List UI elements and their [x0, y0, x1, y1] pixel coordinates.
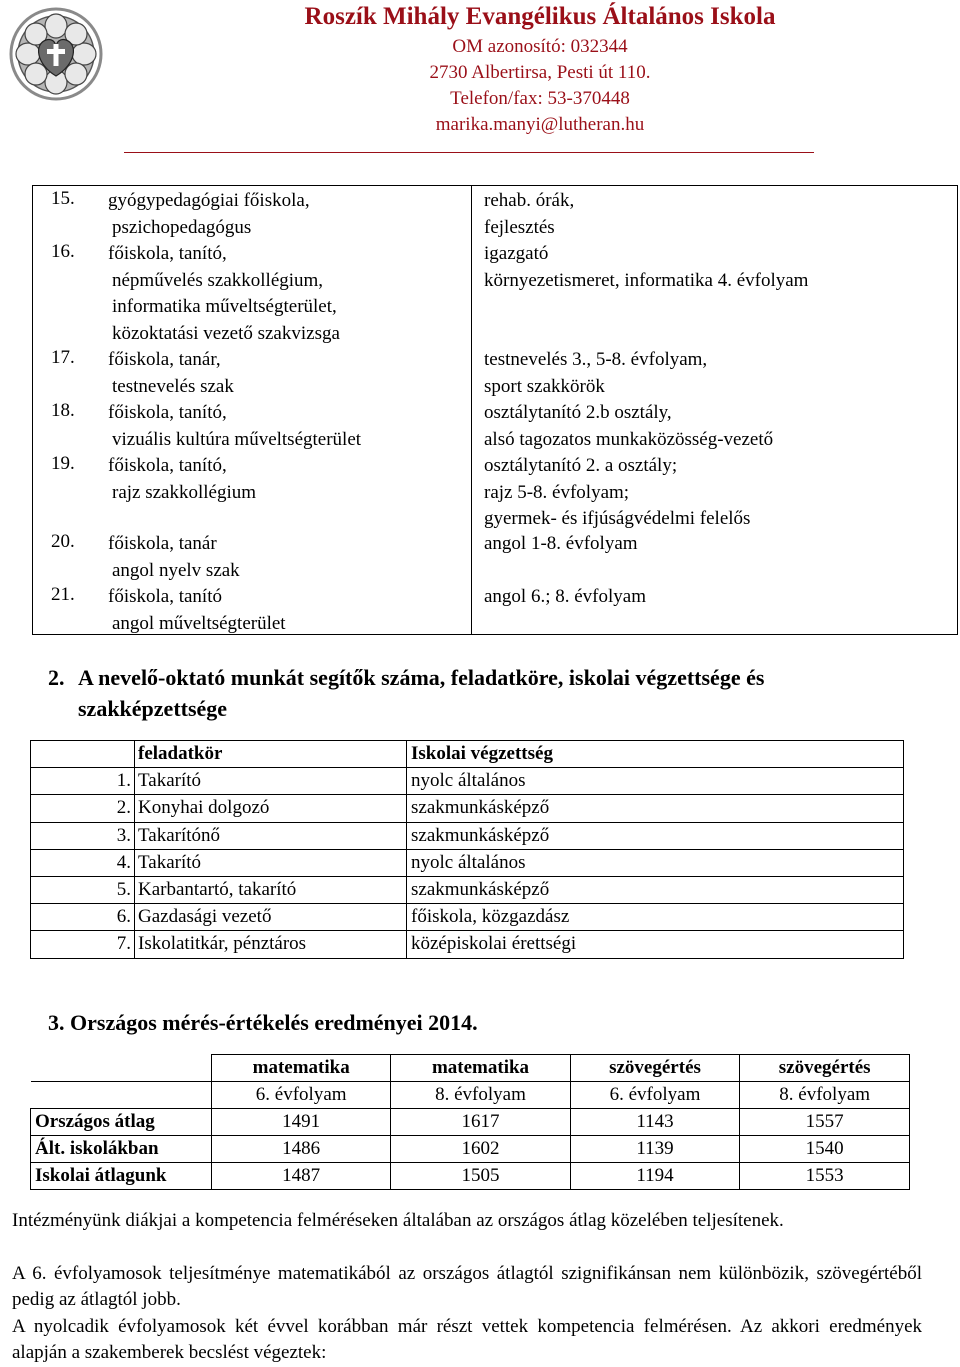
qualification-line: testnevelés szak: [112, 375, 234, 397]
table-header-row: [31, 741, 904, 768]
qualification-line: gyógypedagógiai főiskola,: [108, 190, 310, 211]
paragraph: Intézményünk diákjai a kompetencia felméréseken általában az országos átlag közelében teljesítenek.: [12, 1210, 784, 1231]
job-title: Karbantartó, takarító: [135, 876, 407, 903]
grade-header: 6. évfolyam: [212, 1082, 391, 1109]
role-line: gyermek- és ifjúságvédelmi felelős: [484, 508, 751, 529]
staff-number: 17.: [51, 347, 75, 368]
section-number: 2.: [48, 665, 65, 690]
qualification-line: népművelés szakkollégium,: [112, 269, 324, 291]
staff-qualification: [108, 188, 468, 241]
subject-header: szövegértés: [570, 1055, 740, 1082]
row-number: 4.: [31, 849, 135, 876]
helpers-table: [30, 740, 904, 959]
qualification-line: közoktatási vezető szakvizsga: [112, 322, 340, 344]
empty-corner: [31, 1082, 212, 1109]
luther-rose-seal-icon: [8, 6, 104, 102]
staff-role: [484, 531, 954, 558]
score-cell: 1486: [212, 1136, 391, 1163]
staff-number: 19.: [51, 453, 75, 474]
role-line: környezetismeret, informatika 4. évfolyam: [484, 269, 809, 291]
grade-header: 6. évfolyam: [570, 1082, 740, 1109]
role-line: osztálytanító 2. a osztály;: [484, 455, 678, 476]
row-label: Iskolai átlagunk: [31, 1163, 212, 1190]
role-line: alsó tagozatos munkaközösség-vezető: [484, 428, 774, 450]
table-row: [31, 768, 904, 795]
score-cell: 1491: [212, 1109, 391, 1136]
qualification-line: vizuális kultúra műveltségterület: [112, 428, 362, 450]
table-row: [31, 904, 904, 931]
score-cell: 1553: [740, 1163, 910, 1190]
education: szakmunkásképző: [407, 795, 904, 822]
section-3-heading: 3. Országos mérés-értékelés eredményei 2014.: [48, 1010, 478, 1035]
school-phone: Telefon/fax: 53-370448: [450, 88, 630, 109]
score-cell: 1602: [391, 1136, 570, 1163]
row-label: Országos átlag: [31, 1109, 212, 1136]
school-email: marika.manyi@lutheran.hu: [435, 114, 645, 135]
table-row: [31, 795, 904, 822]
paragraph: A 6. évfolyamosok teljesítménye matematikából az országos átlagtól szignifikánsan nem különbözik, szövegértéből pedig az átlagtól jobb.: [12, 1263, 922, 1311]
job-title: Takarító: [135, 849, 407, 876]
header-cell: [31, 741, 135, 768]
table-row: [31, 1109, 910, 1136]
score-cell: 1194: [570, 1163, 740, 1190]
job-title: Takarító: [135, 768, 407, 795]
row-number: 2.: [31, 795, 135, 822]
role-line: igazgató: [484, 243, 549, 264]
role-line: fejlesztés: [484, 216, 555, 238]
section-title: A nevelő-oktató munkát segítők száma, feladatköre, iskolai végzettsége és szakképzettsége: [78, 665, 765, 721]
staff-qualification: [108, 347, 468, 400]
score-cell: 1505: [391, 1163, 570, 1190]
staff-role: [484, 241, 954, 294]
score-cell: 1557: [740, 1109, 910, 1136]
grade-header: 8. évfolyam: [391, 1082, 570, 1109]
staff-qualification: [108, 531, 468, 584]
table-row: [31, 931, 904, 958]
staff-qualification: [108, 241, 468, 347]
staff-role: [484, 400, 954, 453]
row-number: 5.: [31, 876, 135, 903]
school-name: Roszík Mihály Evangélikus Általános Iskola: [304, 3, 776, 30]
score-cell: 1143: [570, 1109, 740, 1136]
qualification-line: angol nyelv szak: [112, 559, 240, 581]
qualification-line: rajz szakkollégium: [112, 481, 257, 503]
qualification-line: informatika műveltségterület,: [112, 296, 337, 317]
staff-number: 18.: [51, 400, 75, 421]
paragraph: A nyolcadik évfolyamosok két évvel korábban már részt vettek kompetencia felmérésen. Az akkori eredmények alapján a szakemberek becslést végeztek:: [12, 1316, 922, 1364]
score-cell: 1487: [212, 1163, 391, 1190]
score-cell: 1540: [740, 1136, 910, 1163]
role-line: osztálytanító 2.b osztály,: [484, 402, 672, 423]
staff-number: 20.: [51, 531, 75, 552]
staff-role: [484, 188, 954, 241]
staff-qualification: [108, 400, 468, 453]
education: szakmunkásképző: [407, 822, 904, 849]
education: nyolc általános: [407, 849, 904, 876]
column-divider: [471, 186, 472, 634]
staff-qualification: [108, 453, 468, 506]
results-table: [30, 1054, 910, 1190]
row-label: Ált. iskolákban: [31, 1136, 212, 1163]
role-line: testnevelés 3., 5-8. évfolyam,: [484, 349, 708, 370]
table-row: [31, 849, 904, 876]
header-cell: feladatkör: [135, 741, 407, 768]
staff-qualification: [108, 584, 468, 637]
row-number: 6.: [31, 904, 135, 931]
subject-header: szövegértés: [740, 1055, 910, 1082]
qualification-line: főiskola, tanító,: [108, 402, 227, 423]
row-number: 1.: [31, 768, 135, 795]
staff-role: [484, 453, 954, 533]
table-row: [31, 822, 904, 849]
staff-role: [484, 347, 954, 400]
row-number: 7.: [31, 931, 135, 958]
qualification-line: főiskola, tanító,: [108, 243, 227, 264]
qualification-line: főiskola, tanító,: [108, 455, 227, 476]
header-cell: Iskolai végzettség: [407, 741, 904, 768]
role-line: angol 6.; 8. évfolyam: [484, 586, 646, 607]
staff-table: [32, 185, 958, 635]
om-id: OM azonosító: 032344: [452, 36, 628, 57]
subject-header: matematika: [391, 1055, 570, 1082]
education: nyolc általános: [407, 768, 904, 795]
job-title: Gazdasági vezető: [135, 904, 407, 931]
staff-number: 16.: [51, 241, 75, 262]
job-title: Iskolatitkár, pénztáros: [135, 931, 407, 958]
table-row: [31, 1136, 910, 1163]
role-line: rajz 5-8. évfolyam;: [484, 481, 630, 503]
qualification-line: főiskola, tanár,: [108, 349, 221, 370]
qualification-line: főiskola, tanító: [108, 586, 222, 607]
qualification-line: angol műveltségterület: [112, 612, 286, 634]
school-address: 2730 Albertirsa, Pesti út 110.: [429, 62, 651, 83]
qualification-line: főiskola, tanár: [108, 533, 217, 554]
subject-header: matematika: [212, 1055, 391, 1082]
empty-corner: [31, 1055, 212, 1082]
grade-header: 8. évfolyam: [740, 1082, 910, 1109]
table-row: [31, 876, 904, 903]
staff-number: 15.: [51, 188, 75, 209]
job-title: Konyhai dolgozó: [135, 795, 407, 822]
score-cell: 1617: [391, 1109, 570, 1136]
education: szakmunkásképző: [407, 876, 904, 903]
table-row: [31, 1163, 910, 1190]
score-cell: 1139: [570, 1136, 740, 1163]
row-number: 3.: [31, 822, 135, 849]
education: főiskola, közgazdász: [407, 904, 904, 931]
header-rule: [124, 152, 814, 153]
education: középiskolai érettségi: [407, 931, 904, 958]
job-title: Takarítónő: [135, 822, 407, 849]
staff-role: [484, 584, 954, 611]
role-line: rehab. órák,: [484, 190, 575, 211]
subject-header-row: [31, 1055, 910, 1082]
qualification-line: pszichopedagógus: [112, 216, 252, 238]
role-line: sport szakkörök: [484, 375, 605, 397]
staff-number: 21.: [51, 584, 75, 605]
role-line: angol 1-8. évfolyam: [484, 533, 638, 554]
grade-header-row: [31, 1082, 910, 1109]
